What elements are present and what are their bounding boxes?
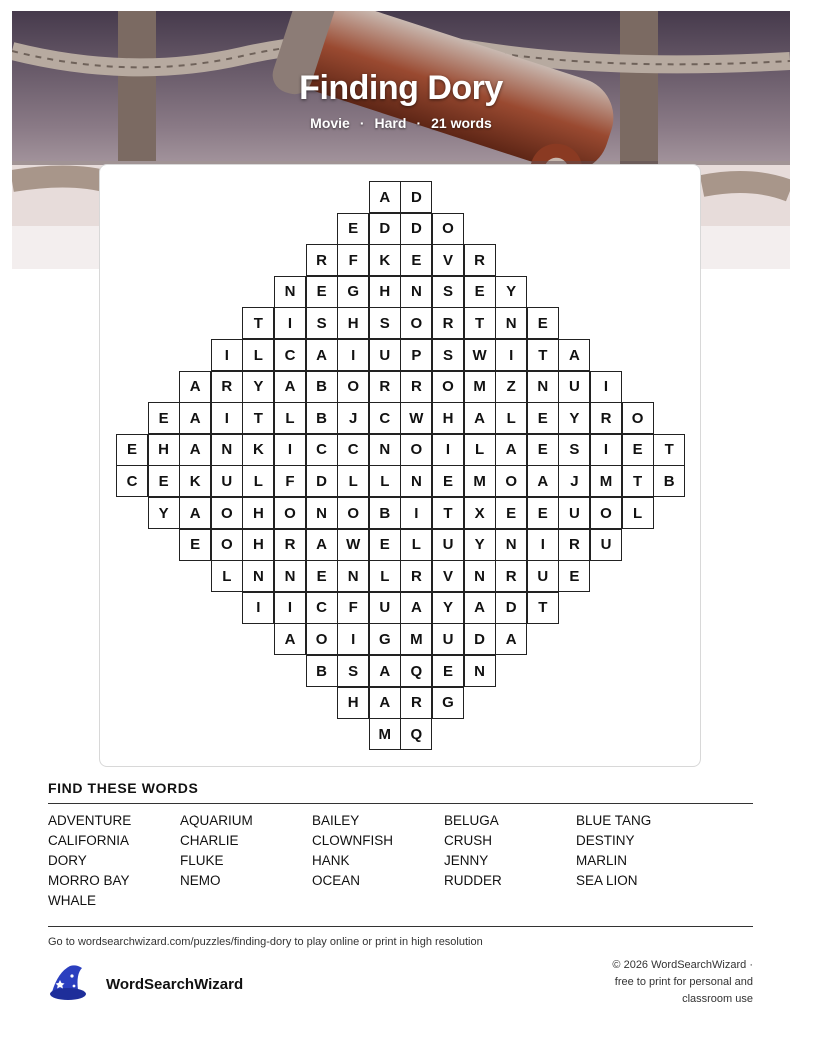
grid-cell: R: [306, 244, 338, 276]
word-list-item: WHALE: [48, 893, 97, 908]
grid-cell: O: [495, 465, 527, 497]
word-list-item: FLUKE: [180, 853, 224, 868]
grid-cell: O: [432, 213, 464, 245]
grid-cell: B: [369, 497, 401, 529]
grid-cell: E: [116, 434, 148, 466]
grid-cell: Y: [558, 402, 590, 434]
grid-cell: L: [274, 402, 306, 434]
grid-cell: A: [274, 623, 306, 655]
grid-cell: N: [400, 276, 432, 308]
word-list-item: DESTINY: [576, 833, 635, 848]
grid-cell: E: [495, 497, 527, 529]
grid-cell: E: [148, 465, 180, 497]
grid-cell: O: [337, 371, 369, 403]
grid-cell: T: [432, 497, 464, 529]
grid-cell: A: [179, 402, 211, 434]
grid-cell: R: [400, 560, 432, 592]
word-list-item: CLOWNFISH: [312, 833, 393, 848]
grid-cell: M: [369, 718, 401, 750]
grid-cell: R: [369, 371, 401, 403]
grid-cell: A: [306, 529, 338, 561]
grid-cell: N: [495, 529, 527, 561]
puzzle-meta: [12, 115, 790, 131]
grid-cell: I: [337, 339, 369, 371]
grid-cell: T: [653, 434, 685, 466]
grid-cell: A: [306, 339, 338, 371]
grid-cell: B: [306, 402, 338, 434]
grid-cell: E: [527, 307, 559, 339]
grid-cell: R: [432, 307, 464, 339]
grid-cell: U: [211, 465, 243, 497]
grid-cell: R: [274, 529, 306, 561]
grid-cell: H: [242, 529, 274, 561]
grid-cell: R: [400, 371, 432, 403]
difficulty-label: Hard: [374, 115, 407, 131]
word-list-item: HANK: [312, 853, 350, 868]
grid-cell: K: [242, 434, 274, 466]
grid-cell: I: [590, 371, 622, 403]
grid-cell: C: [306, 592, 338, 624]
grid-cell: E: [306, 560, 338, 592]
grid-cell: E: [622, 434, 654, 466]
grid-cell: B: [653, 465, 685, 497]
grid-cell: F: [274, 465, 306, 497]
grid-cell: R: [590, 402, 622, 434]
grid-cell: O: [211, 529, 243, 561]
divider: [48, 803, 753, 804]
grid-cell: C: [306, 434, 338, 466]
grid-cell: Z: [495, 371, 527, 403]
grid-cell: U: [590, 529, 622, 561]
grid-cell: H: [369, 276, 401, 308]
grid-cell: C: [369, 402, 401, 434]
grid-cell: H: [432, 402, 464, 434]
grid-cell: T: [622, 465, 654, 497]
grid-cell: C: [274, 339, 306, 371]
grid-cell: S: [369, 307, 401, 339]
grid-cell: R: [464, 244, 496, 276]
page-title: Finding Dory: [299, 69, 503, 107]
grid-cell: X: [464, 497, 496, 529]
grid-cell: U: [369, 339, 401, 371]
word-list-item: BLUE TANG: [576, 813, 652, 828]
grid-cell: O: [622, 402, 654, 434]
word-list-item: SEA LION: [576, 873, 638, 888]
grid-cell: R: [558, 529, 590, 561]
grid-cell: Y: [464, 529, 496, 561]
grid-cell: T: [527, 592, 559, 624]
grid-cell: O: [306, 623, 338, 655]
grid-cell: R: [495, 560, 527, 592]
grid-cell: A: [495, 623, 527, 655]
grid-cell: D: [306, 465, 338, 497]
grid-cell: B: [306, 371, 338, 403]
grid-cell: N: [495, 307, 527, 339]
grid-cell: S: [337, 655, 369, 687]
grid-cell: G: [369, 623, 401, 655]
grid-cell: A: [179, 497, 211, 529]
grid-cell: L: [242, 339, 274, 371]
grid-cell: V: [432, 244, 464, 276]
grid-cell: I: [274, 434, 306, 466]
grid-cell: A: [274, 371, 306, 403]
grid-cell: E: [432, 655, 464, 687]
grid-cell: E: [337, 213, 369, 245]
grid-cell: O: [590, 497, 622, 529]
grid-cell: A: [527, 465, 559, 497]
grid-cell: Q: [400, 655, 432, 687]
grid-cell: O: [400, 434, 432, 466]
grid-cell: P: [400, 339, 432, 371]
grid-cell: D: [400, 181, 432, 213]
word-list-item: NEMO: [180, 873, 221, 888]
grid-cell: H: [337, 687, 369, 719]
grid-cell: E: [179, 529, 211, 561]
grid-cell: M: [590, 465, 622, 497]
grid-cell: A: [464, 402, 496, 434]
brand-name: WordSearchWizard: [106, 976, 244, 993]
grid-cell: I: [274, 592, 306, 624]
grid-cell: M: [464, 465, 496, 497]
grid-cell: M: [464, 371, 496, 403]
grid-cell: N: [306, 497, 338, 529]
grid-cell: N: [337, 560, 369, 592]
grid-cell: B: [306, 655, 338, 687]
category-label: Movie: [310, 115, 350, 131]
puzzle-card: [99, 164, 701, 767]
grid-cell: L: [337, 465, 369, 497]
grid-cell: I: [211, 339, 243, 371]
word-list-item: AQUARIUM: [180, 813, 253, 828]
grid-cell: I: [337, 623, 369, 655]
grid-cell: L: [622, 497, 654, 529]
grid-cell: O: [432, 371, 464, 403]
grid-cell: I: [400, 497, 432, 529]
grid-cell: F: [337, 592, 369, 624]
grid-cell: S: [432, 339, 464, 371]
grid-cell: H: [242, 497, 274, 529]
grid-cell: E: [527, 434, 559, 466]
grid-cell: A: [179, 434, 211, 466]
grid-cell: U: [558, 371, 590, 403]
grid-cell: M: [400, 623, 432, 655]
grid-cell: K: [369, 244, 401, 276]
grid-cell: L: [464, 434, 496, 466]
grid-cell: A: [558, 339, 590, 371]
grid-cell: L: [369, 560, 401, 592]
grid-cell: T: [242, 402, 274, 434]
grid-cell: I: [274, 307, 306, 339]
grid-cell: L: [211, 560, 243, 592]
grid-cell: N: [369, 434, 401, 466]
grid-cell: E: [148, 402, 180, 434]
grid-cell: G: [337, 276, 369, 308]
grid-cell: A: [464, 592, 496, 624]
grid-cell: S: [558, 434, 590, 466]
grid-cell: R: [211, 371, 243, 403]
grid-cell: N: [464, 560, 496, 592]
grid-cell: N: [400, 465, 432, 497]
word-list-item: CRUSH: [444, 833, 493, 848]
grid-cell: Y: [495, 276, 527, 308]
grid-cell: N: [464, 655, 496, 687]
grid-cell: O: [211, 497, 243, 529]
grid-cell: A: [369, 181, 401, 213]
grid-cell: I: [590, 434, 622, 466]
grid-cell: S: [306, 307, 338, 339]
grid-cell: W: [400, 402, 432, 434]
grid-cell: E: [527, 402, 559, 434]
footer-link-text: Go to wordsearchwizard.com/puzzles/finding-dory to play online or print in high resolution: [48, 936, 483, 948]
grid-cell: I: [495, 339, 527, 371]
grid-cell: A: [179, 371, 211, 403]
grid-cell: W: [337, 529, 369, 561]
grid-cell: Y: [432, 592, 464, 624]
wizard-hat-icon: [48, 962, 92, 1007]
word-list-item: OCEAN: [312, 873, 361, 888]
grid-cell: N: [274, 276, 306, 308]
word-list-item: JENNY: [444, 853, 489, 868]
grid-cell: E: [527, 497, 559, 529]
grid-cell: D: [495, 592, 527, 624]
copyright-text: © 2026 WordSearchWizard · free to print for personal and classroom use: [612, 959, 753, 1005]
grid-cell: Y: [148, 497, 180, 529]
grid-cell: N: [527, 371, 559, 403]
grid-cell: G: [432, 687, 464, 719]
grid-cell: S: [432, 276, 464, 308]
brand: [48, 962, 243, 1007]
grid-cell: I: [242, 592, 274, 624]
grid-cell: U: [432, 623, 464, 655]
grid-cell: R: [400, 687, 432, 719]
word-list-item: DORY: [48, 853, 87, 868]
word-list-title: FIND THESE WORDS: [48, 780, 199, 796]
grid-cell: V: [432, 560, 464, 592]
divider: [48, 926, 753, 927]
grid-cell: L: [400, 529, 432, 561]
word-list-item: BAILEY: [312, 813, 360, 828]
grid-cell: D: [369, 213, 401, 245]
grid-cell: A: [369, 687, 401, 719]
grid-cell: L: [242, 465, 274, 497]
grid-cell: H: [337, 307, 369, 339]
grid-cell: E: [432, 465, 464, 497]
grid-cell: U: [558, 497, 590, 529]
word-list-item: ADVENTURE: [48, 813, 132, 828]
grid-cell: C: [337, 434, 369, 466]
grid-cell: Y: [242, 371, 274, 403]
grid-cell: E: [464, 276, 496, 308]
grid-cell: A: [369, 655, 401, 687]
grid-cell: W: [464, 339, 496, 371]
grid-cell: E: [306, 276, 338, 308]
grid-cell: L: [495, 402, 527, 434]
grid-cell: K: [179, 465, 211, 497]
word-list-item: CALIFORNIA: [48, 833, 130, 848]
grid-cell: D: [400, 213, 432, 245]
grid-cell: H: [148, 434, 180, 466]
grid-cell: J: [558, 465, 590, 497]
grid-cell: C: [116, 465, 148, 497]
grid-cell: L: [369, 465, 401, 497]
grid-cell: F: [337, 244, 369, 276]
word-count-label: 21 words: [431, 115, 492, 131]
grid-cell: T: [527, 339, 559, 371]
grid-cell: E: [400, 244, 432, 276]
word-list-item: CHARLIE: [180, 833, 239, 848]
word-list-item: BELUGA: [444, 813, 499, 828]
word-list-item: MARLIN: [576, 853, 628, 868]
grid-cell: O: [337, 497, 369, 529]
grid-cell: D: [464, 623, 496, 655]
grid-cell: T: [464, 307, 496, 339]
grid-cell: I: [527, 529, 559, 561]
grid-cell: Q: [400, 718, 432, 750]
grid-cell: N: [211, 434, 243, 466]
grid-cell: N: [242, 560, 274, 592]
grid-cell: T: [242, 307, 274, 339]
grid-cell: J: [337, 402, 369, 434]
grid-cell: A: [495, 434, 527, 466]
grid-cell: A: [400, 592, 432, 624]
grid-cell: E: [558, 560, 590, 592]
word-list-item: MORRO BAY: [48, 873, 130, 888]
meta-separator: ·: [416, 115, 422, 131]
meta-separator: ·: [359, 115, 365, 131]
word-list-item: RUDDER: [444, 873, 502, 888]
grid-cell: O: [274, 497, 306, 529]
grid-cell: I: [432, 434, 464, 466]
grid-cell: O: [400, 307, 432, 339]
grid-cell: E: [369, 529, 401, 561]
grid-cell: N: [274, 560, 306, 592]
grid-cell: U: [369, 592, 401, 624]
grid-cell: I: [211, 402, 243, 434]
grid-cell: U: [527, 560, 559, 592]
grid-cell: U: [432, 529, 464, 561]
